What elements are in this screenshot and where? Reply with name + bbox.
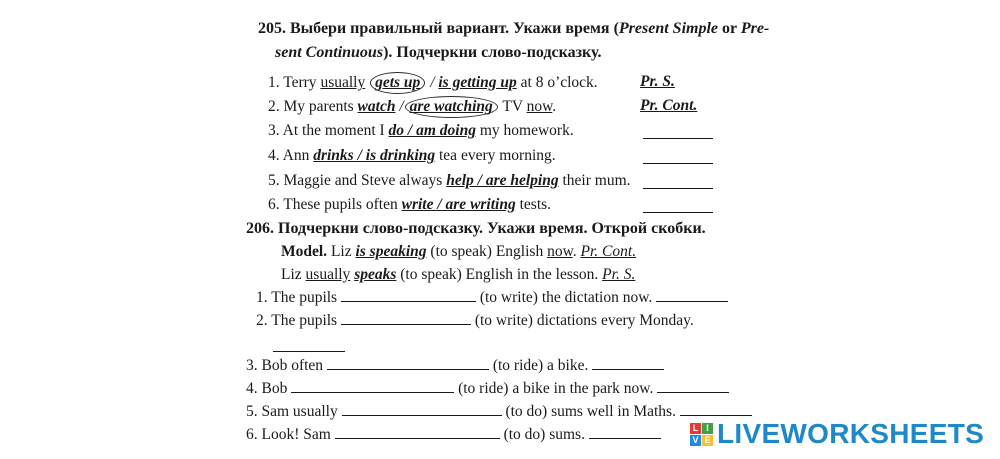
ex206-item-1 (256, 288, 728, 308)
sentence-end: at 8 o’clock. (516, 74, 598, 91)
ex205-heading-tense2b: sent Continuous (275, 44, 384, 61)
model-label: Model. (281, 243, 328, 260)
item-text: 4. Bob (246, 380, 292, 397)
logo-letter: I (702, 423, 713, 434)
item-text: 6. Look! Sam (246, 426, 335, 443)
ex206-model-line2 (281, 265, 635, 285)
option-text: write / are writing (401, 196, 516, 213)
hint-word: usually (305, 266, 351, 283)
circled-answer: are watching (405, 96, 498, 118)
logo-letter: L (690, 423, 701, 434)
logo-text: LIVEWORKSHEETS (717, 418, 985, 449)
sentence-end: my homework. (475, 122, 574, 139)
sentence-end: . (552, 98, 557, 115)
option-separator: / (426, 74, 439, 91)
verb-blank-5[interactable] (342, 402, 502, 416)
answer-field-5[interactable] (643, 188, 713, 189)
item-number: 1. Terry (268, 74, 321, 91)
item-text: (to do) sums. (499, 426, 589, 443)
ex205-heading-text: 205. Выбери правильный вариант. Укажи время ( (258, 20, 619, 37)
answer-field-6[interactable] (643, 212, 713, 213)
model-text: Liz (327, 243, 356, 260)
live-icon (690, 423, 713, 446)
ex206-item-5 (246, 402, 752, 422)
model-verb: is speaking (355, 243, 427, 260)
tense-blank-6[interactable] (589, 425, 661, 439)
hint-word: usually (320, 74, 366, 91)
model-text: (to speak) English (426, 243, 548, 260)
ex206-item-6 (246, 425, 661, 445)
ex205-heading-tense1: Present Simple (618, 20, 719, 37)
model-text: Liz (281, 266, 306, 283)
ex206-heading: 206. Подчеркни слово-подсказку. Укажи время. Открой скобки. (246, 220, 706, 237)
ex206-item-2 (256, 311, 694, 331)
ex205-heading-or: or (718, 20, 741, 37)
item-text: 2. The pupils (256, 312, 341, 329)
ex205-heading-tense2a: Pre- (740, 20, 770, 37)
ex206-item-3 (246, 356, 664, 376)
answer-item-2: Pr. Cont. (640, 97, 698, 114)
verb-blank-2[interactable] (341, 311, 471, 325)
ex205-item-5 (268, 171, 631, 191)
answer-item-1: Pr. S. (640, 73, 675, 90)
ex205-item-2 (268, 96, 556, 118)
item-text: (to ride) a bike in the park now. (454, 380, 658, 397)
item-text: 5. Sam usually (246, 403, 342, 420)
option-text: drinks / is drinking (313, 147, 436, 164)
item-number: 6. These pupils often (268, 196, 402, 213)
option-text: do / am doing (388, 122, 476, 139)
option-text: help / are helping (446, 172, 559, 189)
tense-blank-3[interactable] (592, 356, 664, 370)
ex206-model-line1 (281, 242, 636, 262)
option-text: is getting up (438, 74, 517, 91)
ex205-item-3 (268, 121, 574, 141)
sentence-end: tests. (515, 196, 552, 213)
verb-blank-1[interactable] (341, 288, 476, 302)
item-text: (to write) dictations every Monday. (470, 312, 694, 329)
ex205-heading-rest: ). Подчеркни слово-подсказку. (383, 44, 602, 61)
logo-letter: E (702, 435, 713, 446)
model-text: . (572, 243, 581, 260)
item-text: (to write) the dictation now. (475, 289, 657, 306)
item-text: 3. Bob often (246, 357, 327, 374)
item-number: 3. At the moment I (268, 122, 389, 139)
option-text: watch (357, 98, 396, 115)
circled-answer: gets up (370, 72, 425, 94)
model-tense: Pr. S. (602, 266, 636, 283)
sentence-end: tea every morning. (435, 147, 556, 164)
hint-word: now (547, 243, 573, 260)
sentence-end: their mum. (558, 172, 631, 189)
verb-blank-6[interactable] (335, 425, 500, 439)
answer-field-4[interactable] (643, 163, 713, 164)
ex205-item-1 (268, 72, 598, 94)
item-number: 5. Maggie and Steve always (268, 172, 447, 189)
tense-blank-5[interactable] (680, 402, 752, 416)
ex206-item-4 (246, 379, 729, 399)
spacer (365, 74, 369, 91)
verb-blank-3[interactable] (327, 356, 489, 370)
ex205-item-4 (268, 146, 556, 166)
option-separator: / (395, 98, 404, 115)
sentence-middle: TV (498, 98, 527, 115)
model-tense: Pr. Cont. (580, 243, 637, 260)
tense-blank-2[interactable] (273, 351, 345, 352)
hint-word: now (526, 98, 553, 115)
item-text: (to ride) a bike. (488, 357, 593, 374)
ex205-heading-line1 (258, 19, 769, 39)
model-text: (to speak) English in the lesson. (396, 266, 603, 283)
ex205-item-6 (268, 195, 551, 215)
item-number: 2. My parents (268, 98, 358, 115)
tense-blank-4[interactable] (657, 379, 729, 393)
item-text: (to do) sums well in Maths. (501, 403, 680, 420)
answer-field-3[interactable] (643, 138, 713, 139)
item-text: 1. The pupils (256, 289, 341, 306)
model-verb: speaks (354, 266, 397, 283)
liveworksheets-logo (690, 420, 984, 448)
tense-blank-1[interactable] (656, 288, 728, 302)
verb-blank-4[interactable] (291, 379, 454, 393)
ex205-heading-line2 (275, 43, 601, 63)
item-number: 4. Ann (268, 147, 314, 164)
logo-letter: V (690, 435, 701, 446)
